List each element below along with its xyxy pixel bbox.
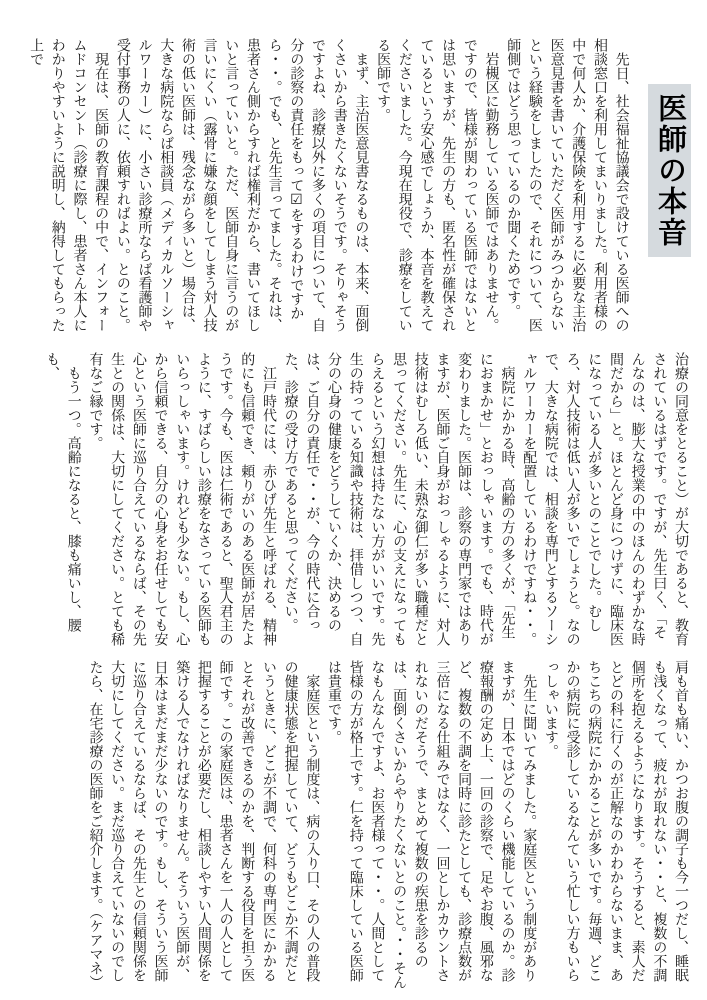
page-title: 医師の本音	[648, 84, 691, 257]
section-middle	[16, 352, 691, 651]
paragraph: 江戸時代には、赤ひげ先生と呼ばれる、精神的にも信頼でき、頼りがいのある医師が居たようです。今も、医は仁術であると、聖人君主のように、すばらしい診療をなさっている医師もいらっしゃいます。けれども少ない。もし、心から信頼できる、自分の心身をお任せしても安心という医師に巡り合えているならば、その先生との関係は、大切にしてください。とても稀有なご縁です。	[87, 352, 276, 646]
paragraph-continuation: 肩も首も痛い、かつお腹の調子も今一つだし、睡眠も浅くなって、疲れが取れない・・と、複数の不調個所を抱えるようになります。そうすると、素人だとどの科に行くのが正解なのかわからないまま、あちこちの病院にかかることが多いです。毎週、どこかの病院に受診しているなんていう忙しい方もいらっしゃいます。	[542, 660, 688, 982]
paragraph: まず、主治医意見書なるものは、本来、面倒くさいから書きたくないそうです。そりゃそうですよね、診療以外に多くの項目について、自分の診察の責任をもって☑をするわけですから・・。でも、と先生言ってました。それは、患者さん側からすれば権利だから、書いてほしいと言っていいと。ただ、医師自身に言うのが言いにくい（露骨に嫌な顔をしてしまう対人技術の低い医師は、残念ながら多いと）場合は、大きな病院ならば相談員（メディカルソーシャルワーカー）に、小さい診療所ならば看護師や受付事務の人に、依頼すればよい。とのこと。	[114, 38, 369, 332]
paragraph: もう一つ。高齢になると、膝も痛いし、腰も、	[44, 352, 81, 632]
section-top	[16, 38, 691, 335]
section-bottom	[16, 660, 691, 993]
paragraph: 現在は、医師の教育課程の中で、インフォームドコンセント（診療に際し、患者さん本人にわかりやすいように説明し、納得してもらった上で	[28, 38, 109, 332]
paragraph-continuation: 治療の同意をとること）が大切であると、教育されているはずです。ですが、先生曰く、「そんなのは、膨大な授業の中のほんのわずかな時間だから」と。ほとんど身につけずに、臨床医になっている人が多いとのことでした。むしろ、対人技術は低い人が多いでしょうと。なので、大きな病院では、相談を専門とするソーシャルワーカーを配置しているわけですね・・。	[521, 352, 688, 646]
paragraph: 先日、社会福祉協議会で設けている医師への相談窓口を利用してまいりました。利用者様の中で何人か、介護保険を利用するに必要な主治医意見書を書いていただく医師がみつからないという経験をしましたので、それについて、医師側ではどう思っているのか聞くためです。	[505, 38, 629, 332]
article-title-block	[648, 38, 691, 335]
paragraph: 病院にかかる時、高齢の方の多くが、「先生におまかせ」とおっしゃいます。でも、時代が変わりました。医師は、診察の専門家ではありますが、医師ご自身がおっしゃるように、対人技術はむしろ低い、未熟な御仁が多い職種だと思ってください。先生に、心の支えになってもらえるという幻想は持たない方がいいです。先生の持っている知識や技術は、拝借しつつ、自分の心身の健康をどうしていくか、決めるのは、ご自分の責任で・・が、今の時代に合った、診療の受け方であると思ってください。	[282, 352, 515, 646]
paragraph: 先生に聞いてみました。家庭医という制度がありますが、日本ではどのくらい機能しているのか。診療報酬の定め上、一回の診察で、足やお腹、風邪など、複数の不調を同時に診たとしても、診療点数が三倍になる仕組みではなく、一回としかカウントされないのだそうで、まとめて複数の疾患を診るのは、面倒くさいからやりたくないとのこと。・・そんなもんなんですよ、お医者様って・・。人間として皆様の方が格上です。仁を持って臨床している医師は貴重です。	[326, 660, 537, 989]
paragraph: 岩槻区に勤務している医師ではありません。ですので、皆様が関わっている医師ではないとは思いますが、先生の方も、匿名性が確保されているという安心感でしょうか、本音を教えてくださいました。今現在現役で、診療をしている医師です。	[375, 38, 499, 332]
paragraph: 家庭医という制度は、病の入り口、その人の普段の健康状態を把握していて、どうもどこか不調だというときに、どこが不調で、何科の専門医にかかるとそれが改善できるのかを、判断する役目を担う医師です。この家庭医は、患者さんを一人の人として把握することが必要だし、相談しやすい人間関係を築ける人でなければなりません。そういう医師が、日本はまだまだ少ないのです。もし、そういう医師に巡り合えているならば、その先生との信頼関係を大切にしてください。まだ巡り合えていないのでしたら、在宅診療の医師をご紹介します。（ケアマネ）	[87, 660, 320, 989]
